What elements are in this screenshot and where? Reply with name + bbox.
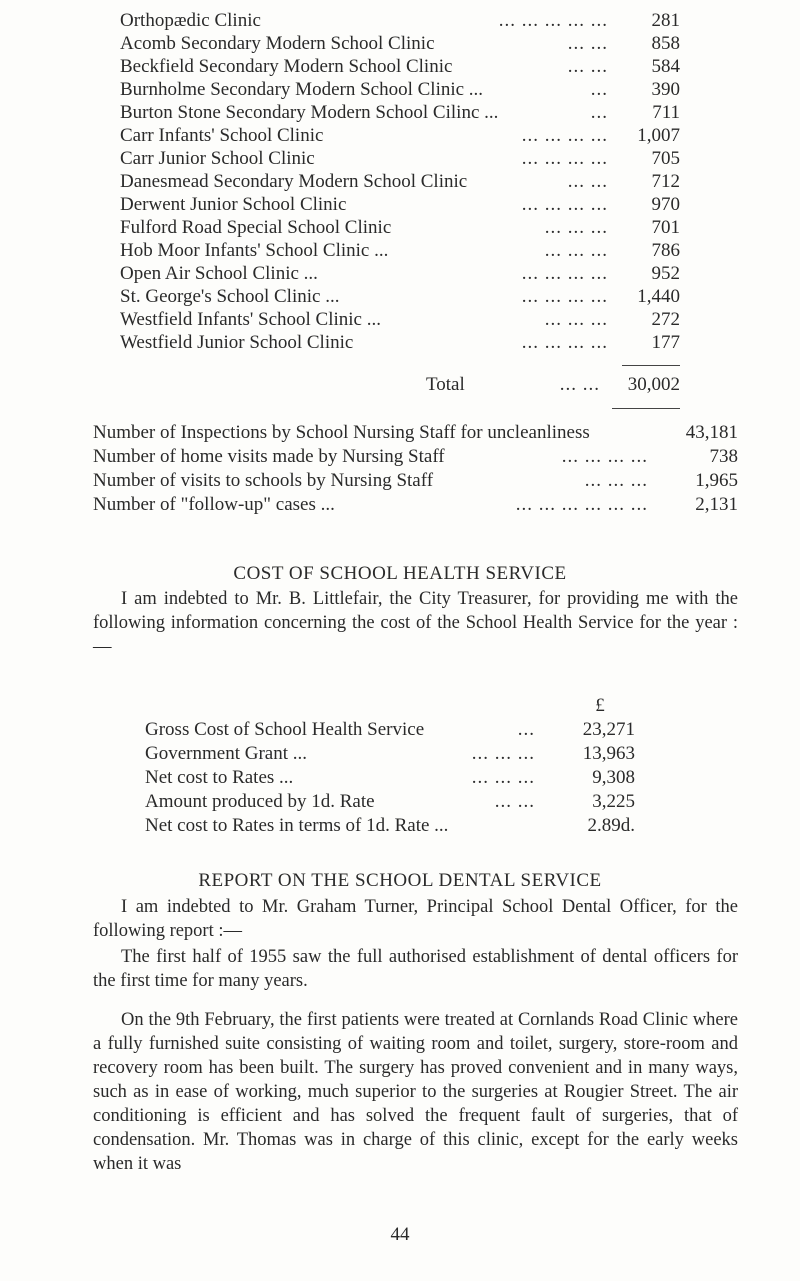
clinic-name: Derwent Junior School Clinic [120,194,347,215]
clinic-row [120,309,680,333]
dental-paragraph: On the 9th February, the first patients were treated at Cornlands Road Clinic where a fully furnished suite consisting of waiting room and toilet, surgery, store-room and recovery room has been built. The surgery has proved convenient and in many ways, such as in ease of working, much superior to the surgeries at Rougier Street. The air conditioning is efficient and has solved the frequent fault of surgeries, that of condensation. Mr. Thomas was in charge of this clinic, except for the early weeks when it was [93,1010,738,1174]
cost-value: 9,308 [592,767,635,788]
leader-dots: ... ... [567,171,608,192]
clinic-row [120,263,680,287]
dental-paragraph: I am indebted to Mr. Graham Turner, Principal School Dental Officer, for the following report :— [93,897,738,941]
cost-intro: I am indebted to Mr. B. Littlefair, the City Treasurer, for providing me with the following information concerning the cost of the School Health Service for the year :— [93,589,738,657]
leader-dots: ... [517,719,535,740]
cost-label: Net cost to Rates ... [145,767,294,788]
clinic-name: Carr Infants' School Clinic [120,125,324,146]
clinic-count: 701 [651,217,680,238]
clinic-name: Open Air School Clinic ... [120,263,318,284]
clinic-name: Carr Junior School Clinic [120,148,315,169]
cost-label: Gross Cost of School Health Service [145,719,425,740]
leader-dots: ... ... [567,56,608,77]
cost-value: 13,963 [582,743,635,764]
clinic-count: 970 [651,194,680,215]
cost-label: Amount produced by 1d. Rate [145,791,375,812]
leader-dots: ... ... ... [584,470,648,491]
clinic-count: 1,440 [637,286,680,307]
inspection-label: Number of Inspections by School Nursing Staff for uncleanliness [93,422,590,443]
clinic-count: 584 [651,56,680,77]
leader-dots: ... ... ... ... [521,148,608,169]
dental-heading: REPORT ON THE SCHOOL DENTAL SERVICE [198,870,602,891]
clinic-count: 952 [651,263,680,284]
leader-dots: ... [590,79,608,100]
clinic-name: Acomb Secondary Modern School Clinic [120,33,435,54]
clinic-count: 786 [651,240,680,261]
total-value: 30,002 [627,374,680,395]
clinic-name: Beckfield Secondary Modern School Clinic [120,56,453,77]
cost-value: 3,225 [592,791,635,812]
clinic-count: 705 [651,148,680,169]
inspection-label: Number of home visits made by Nursing Staff [93,446,445,467]
total-label: Total [426,374,465,395]
inspection-label: Number of "follow-up" cases ... [93,494,335,515]
cost-label: Government Grant ... [145,743,307,764]
clinic-name: Hob Moor Infants' School Clinic ... [120,240,389,261]
clinic-name: Burnholme Secondary Modern School Clinic ... [120,79,484,100]
inspection-value: 738 [709,446,738,467]
cost-label: Net cost to Rates in terms of 1d. Rate ... [145,815,449,836]
clinic-count: 858 [651,33,680,54]
clinic-count: 390 [651,79,680,100]
clinic-row [120,33,680,57]
clinic-row [120,332,680,356]
clinic-row [120,56,680,80]
clinic-name: St. George's School Clinic ... [120,286,340,307]
clinic-name: Burton Stone Secondary Modern School Cilinc ... [120,102,499,123]
clinic-row [120,125,680,149]
inspection-value: 1,965 [695,470,738,491]
inspection-label: Number of visits to schools by Nursing Staff [93,470,434,491]
cost-row [145,815,635,839]
leader-dots: ... ... [494,791,535,812]
clinic-count: 281 [651,10,680,31]
cost-value: 2.89d. [587,815,635,836]
cost-row [145,767,635,791]
inspection-value: 2,131 [695,494,738,515]
leader-dots: ... ... [559,374,600,395]
clinic-count: 272 [651,309,680,330]
leader-dots: ... ... ... ... ... ... [515,494,648,515]
leader-dots: ... ... ... ... [521,286,608,307]
currency-symbol: £ [595,695,605,716]
sum-rule [622,365,680,366]
clinic-row [120,240,680,264]
inspection-row [93,422,738,446]
clinic-count: 712 [651,171,680,192]
leader-dots: ... ... ... [471,767,535,788]
inspection-row [93,494,738,518]
leader-dots: ... ... ... [471,743,535,764]
leader-dots: ... ... ... ... [521,125,608,146]
leader-dots: ... ... ... [544,309,608,330]
page-number: 44 [390,1224,410,1245]
clinic-count: 711 [652,102,680,123]
leader-dots: ... ... ... ... [521,263,608,284]
leader-dots: ... ... ... ... [521,332,608,353]
clinic-name: Westfield Infants' School Clinic ... [120,309,381,330]
dental-paragraph: The first half of 1955 saw the full authorised establishment of dental officers for the first time for many years. [93,947,738,991]
cost-value: 23,271 [582,719,635,740]
clinic-row [120,148,680,172]
inspection-value: 43,181 [685,422,738,443]
leader-dots: ... ... ... [544,217,608,238]
leader-dots: ... ... ... [544,240,608,261]
inspection-row [93,470,738,494]
cost-heading: COST OF SCHOOL HEALTH SERVICE [233,563,567,584]
total-rule [612,408,680,409]
clinic-row [120,217,680,241]
clinic-row [120,286,680,310]
clinic-name: Fulford Road Special School Clinic [120,217,392,238]
clinic-name: Danesmead Secondary Modern School Clinic [120,171,468,192]
leader-dots: ... ... ... ... [561,446,648,467]
inspection-row [93,446,738,470]
clinic-count: 1,007 [637,125,680,146]
clinic-row [120,171,680,195]
clinic-count: 177 [651,332,680,353]
cost-row [145,719,635,743]
leader-dots: ... [590,102,608,123]
clinic-row [120,79,680,103]
clinic-row [120,194,680,218]
cost-row [145,791,635,815]
leader-dots: ... ... [567,33,608,54]
cost-row [145,743,635,767]
clinic-name: Westfield Junior School Clinic [120,332,354,353]
leader-dots: ... ... ... ... [521,194,608,215]
clinic-row [120,102,680,126]
leader-dots: ... ... ... ... ... [498,10,608,31]
total-row [120,374,680,398]
clinic-name: Orthopædic Clinic [120,10,261,31]
clinic-row [120,10,680,34]
